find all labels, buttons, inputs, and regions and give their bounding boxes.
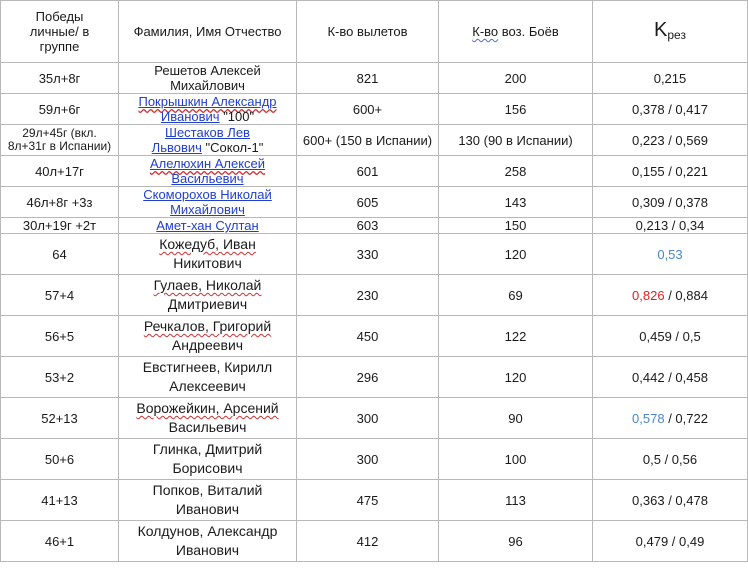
header-row <box>1 1 748 63</box>
name-cell: Колдунов, Александр Иванович <box>119 521 297 562</box>
name-cell: Шестаков Лев Львович "Сокол-1" <box>119 125 297 156</box>
table-row <box>1 521 748 562</box>
victories-cell: 29л+45г (вкл. 8л+31г в Испании) <box>1 125 119 156</box>
battles-cell: 113 <box>439 480 593 521</box>
name-cell: Гулаев, Николай Дмитриевич <box>119 275 297 316</box>
victories-cell: 56+5 <box>1 316 119 357</box>
sorties-cell: 300 <box>297 439 439 480</box>
sorties-cell: 296 <box>297 357 439 398</box>
k-cell: 0,826 / 0,884 <box>593 275 748 316</box>
battles-cell: 122 <box>439 316 593 357</box>
sorties-cell: 601 <box>297 156 439 187</box>
k-cell: 0,53 <box>593 234 748 275</box>
table-row <box>1 234 748 275</box>
name-cell: Речкалов, Григорий Андреевич <box>119 316 297 357</box>
sorties-cell: 600+ (150 в Испании) <box>297 125 439 156</box>
pilot-name-line: Решетов Алексей <box>154 63 261 78</box>
victories-cell: 46л+8г +3з <box>1 187 119 218</box>
pilot-link[interactable]: Иванович <box>160 109 220 124</box>
k-cell: 0,215 <box>593 63 748 94</box>
victories-cell: 40л+17г <box>1 156 119 187</box>
table-row <box>1 125 748 156</box>
name-cell: Ворожейкин, Арсений Васильевич <box>119 398 297 439</box>
k-cell: 0,213 / 0,34 <box>593 218 748 234</box>
table-row <box>1 63 748 94</box>
sorties-cell: 450 <box>297 316 439 357</box>
pilot-link[interactable]: Михайлович <box>170 202 245 217</box>
battles-cell: 90 <box>439 398 593 439</box>
name-cell: Глинка, Дмитрий Борисович <box>119 439 297 480</box>
header-battles-rest: воз. Боёв <box>501 24 559 39</box>
pilot-name-line: Михайлович <box>170 78 245 93</box>
k-cell: 0,223 / 0,569 <box>593 125 748 156</box>
header-battles <box>439 1 593 63</box>
sorties-cell: 412 <box>297 521 439 562</box>
k-cell: 0,378 / 0,417 <box>593 94 748 125</box>
table-row <box>1 187 748 218</box>
victories-cell: 46+1 <box>1 521 119 562</box>
table-row <box>1 316 748 357</box>
victories-cell: 53+2 <box>1 357 119 398</box>
pilot-link[interactable]: Алелюхин Алексей <box>149 156 266 171</box>
pilot-link[interactable]: Львович <box>151 140 202 155</box>
table-row <box>1 357 748 398</box>
header-name: Фамилия, Имя Отчество <box>119 1 297 63</box>
pilot-link[interactable]: Скоморохов Николай <box>143 187 272 202</box>
pilot-link[interactable]: Шестаков Лев <box>165 125 250 140</box>
sorties-cell: 330 <box>297 234 439 275</box>
victories-cell: 57+4 <box>1 275 119 316</box>
victories-cell: 41+13 <box>1 480 119 521</box>
victories-cell: 52+13 <box>1 398 119 439</box>
name-cell: Попков, Виталий Иванович <box>119 480 297 521</box>
table-row <box>1 480 748 521</box>
pilot-link[interactable]: Покрышкин Александр <box>138 94 277 109</box>
pilot-link[interactable]: Амет-хан Султан <box>156 218 259 233</box>
battles-cell: 130 (90 в Испании) <box>439 125 593 156</box>
k-cell: 0,155 / 0,221 <box>593 156 748 187</box>
k-cell: 0,479 / 0,49 <box>593 521 748 562</box>
table-row <box>1 275 748 316</box>
name-cell <box>119 218 297 234</box>
victories-cell: 35л+8г <box>1 63 119 94</box>
sorties-cell: 475 <box>297 480 439 521</box>
victories-cell: 50+6 <box>1 439 119 480</box>
victories-cell: 30л+19г +2т <box>1 218 119 234</box>
header-victories: Победы личные/ в группе <box>1 1 119 63</box>
victories-cell: 64 <box>1 234 119 275</box>
sorties-cell: 603 <box>297 218 439 234</box>
battles-cell: 120 <box>439 357 593 398</box>
header-sorties: К-во вылетов <box>297 1 439 63</box>
battles-cell: 96 <box>439 521 593 562</box>
battles-cell: 69 <box>439 275 593 316</box>
battles-cell: 200 <box>439 63 593 94</box>
battles-cell: 120 <box>439 234 593 275</box>
battles-cell: 143 <box>439 187 593 218</box>
sorties-cell: 300 <box>297 398 439 439</box>
table-row <box>1 156 748 187</box>
sorties-cell: 821 <box>297 63 439 94</box>
header-k <box>593 1 748 63</box>
header-k-sub: рез <box>667 28 686 42</box>
name-cell <box>119 63 297 94</box>
k-cell: 0,459 / 0,5 <box>593 316 748 357</box>
k-cell: 0,442 / 0,458 <box>593 357 748 398</box>
name-cell: Кожедуб, Иван Никитович <box>119 234 297 275</box>
sorties-cell: 230 <box>297 275 439 316</box>
table-row <box>1 398 748 439</box>
name-cell <box>119 156 297 187</box>
k-cell: 0,363 / 0,478 <box>593 480 748 521</box>
name-cell <box>119 187 297 218</box>
battles-cell: 258 <box>439 156 593 187</box>
table-row <box>1 94 748 125</box>
battles-cell: 150 <box>439 218 593 234</box>
k-cell: 0,309 / 0,378 <box>593 187 748 218</box>
name-cell: Евстигнеев, Кирилл Алексеевич <box>119 357 297 398</box>
table-row <box>1 439 748 480</box>
battles-cell: 156 <box>439 94 593 125</box>
k-cell: 0,578 / 0,722 <box>593 398 748 439</box>
table-row <box>1 218 748 234</box>
name-cell: Покрышкин Александр Иванович "100" <box>119 94 297 125</box>
sorties-cell: 605 <box>297 187 439 218</box>
header-k-main: K <box>654 19 668 41</box>
battles-cell: 100 <box>439 439 593 480</box>
pilot-link[interactable]: Васильевич <box>171 171 244 186</box>
k-cell: 0,5 / 0,56 <box>593 439 748 480</box>
sorties-cell: 600+ <box>297 94 439 125</box>
header-battles-prefix: К-во <box>472 24 499 39</box>
victories-cell: 59л+6г <box>1 94 119 125</box>
